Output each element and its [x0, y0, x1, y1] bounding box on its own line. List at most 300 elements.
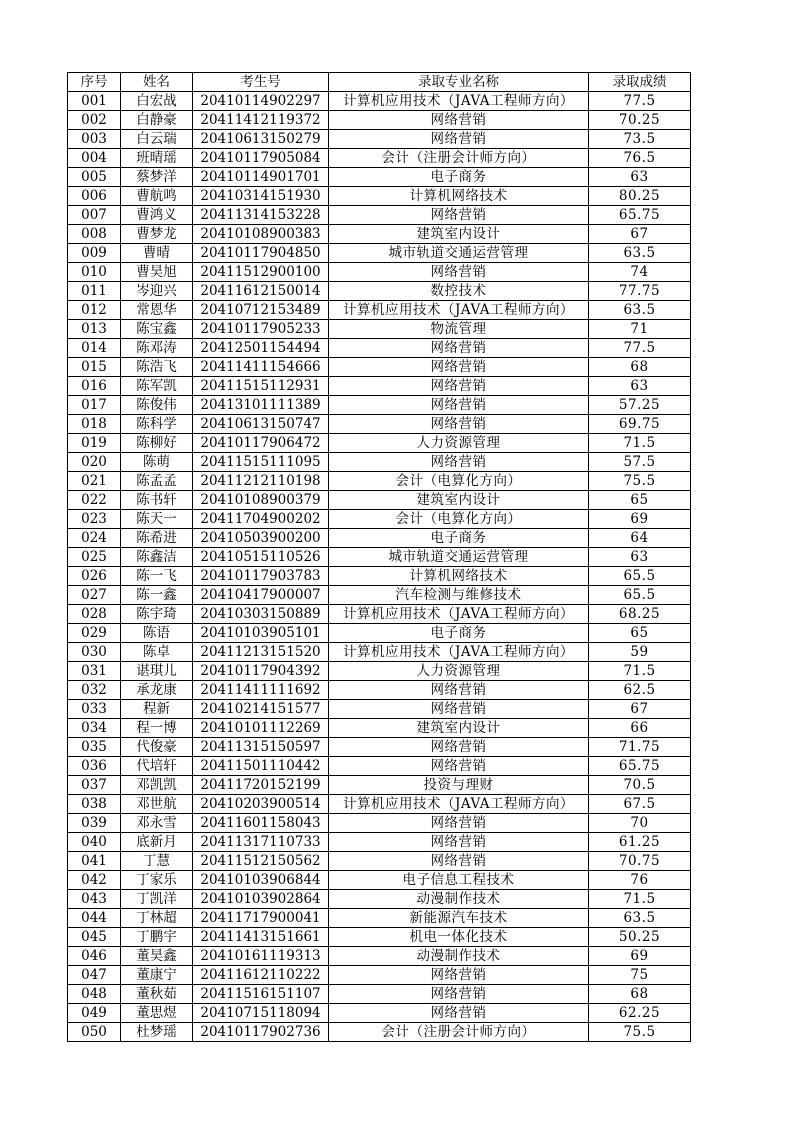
- admission-results-table: [67, 72, 691, 1042]
- cell-score: 73.5: [589, 130, 691, 149]
- table-row: [68, 472, 691, 491]
- cell-major: 网络营销: [329, 833, 589, 852]
- cell-seq: 003: [68, 130, 121, 149]
- cell-name: 丁家乐: [121, 871, 193, 890]
- cell-seq: 029: [68, 624, 121, 643]
- cell-exam-number: 20410117905084: [193, 149, 329, 168]
- cell-major: 电子信息工程技术: [329, 871, 589, 890]
- cell-score: 71.5: [589, 434, 691, 453]
- cell-exam-number: 20410117906472: [193, 434, 329, 453]
- cell-score: 63.5: [589, 909, 691, 928]
- cell-seq: 047: [68, 966, 121, 985]
- cell-major: 会计（注册会计师方向）: [329, 149, 589, 168]
- cell-score: 64: [589, 529, 691, 548]
- table-row: [68, 1004, 691, 1023]
- cell-exam-number: 20410515110526: [193, 548, 329, 567]
- cell-score: 68.25: [589, 605, 691, 624]
- cell-name: 丁林超: [121, 909, 193, 928]
- cell-major: 网络营销: [329, 111, 589, 130]
- cell-exam-number: 20411315150597: [193, 738, 329, 757]
- cell-major: 会计（电算化方向）: [329, 472, 589, 491]
- cell-seq: 027: [68, 586, 121, 605]
- cell-seq: 010: [68, 263, 121, 282]
- cell-major: 网络营销: [329, 681, 589, 700]
- cell-score: 63.5: [589, 301, 691, 320]
- cell-score: 76: [589, 871, 691, 890]
- cell-exam-number: 20411704900202: [193, 510, 329, 529]
- cell-seq: 031: [68, 662, 121, 681]
- cell-score: 69: [589, 510, 691, 529]
- header-name: 姓名: [121, 73, 193, 92]
- cell-name: 曹航鸣: [121, 187, 193, 206]
- cell-major: 电子商务: [329, 624, 589, 643]
- table-row: [68, 377, 691, 396]
- cell-major: 计算机应用技术（JAVA工程师方向）: [329, 301, 589, 320]
- cell-exam-number: 20411516151107: [193, 985, 329, 1004]
- cell-major: 计算机应用技术（JAVA工程师方向）: [329, 643, 589, 662]
- cell-name: 陈宝鑫: [121, 320, 193, 339]
- cell-seq: 036: [68, 757, 121, 776]
- cell-exam-number: 20410108900379: [193, 491, 329, 510]
- cell-exam-number: 20410103902864: [193, 890, 329, 909]
- cell-exam-number: 20411612150014: [193, 282, 329, 301]
- table-row: [68, 586, 691, 605]
- cell-exam-number: 20411411154666: [193, 358, 329, 377]
- cell-score: 80.25: [589, 187, 691, 206]
- cell-name: 底新月: [121, 833, 193, 852]
- cell-seq: 033: [68, 700, 121, 719]
- cell-exam-number: 20410117905233: [193, 320, 329, 339]
- table-row: [68, 814, 691, 833]
- cell-name: 陈卓: [121, 643, 193, 662]
- cell-name: 杜梦瑶: [121, 1023, 193, 1042]
- cell-score: 62.5: [589, 681, 691, 700]
- cell-seq: 006: [68, 187, 121, 206]
- table-row: [68, 719, 691, 738]
- cell-seq: 024: [68, 529, 121, 548]
- cell-name: 陈柳好: [121, 434, 193, 453]
- cell-score: 70.75: [589, 852, 691, 871]
- cell-exam-number: 20410161119313: [193, 947, 329, 966]
- cell-major: 物流管理: [329, 320, 589, 339]
- cell-seq: 019: [68, 434, 121, 453]
- cell-name: 承龙康: [121, 681, 193, 700]
- table-row: [68, 947, 691, 966]
- cell-exam-number: 20410117904392: [193, 662, 329, 681]
- cell-major: 计算机应用技术（JAVA工程师方向）: [329, 795, 589, 814]
- cell-exam-number: 20410103905101: [193, 624, 329, 643]
- cell-major: 计算机应用技术（JAVA工程师方向）: [329, 605, 589, 624]
- cell-name: 陈语: [121, 624, 193, 643]
- cell-seq: 023: [68, 510, 121, 529]
- cell-major: 建筑室内设计: [329, 225, 589, 244]
- cell-major: 网络营销: [329, 966, 589, 985]
- cell-score: 65: [589, 624, 691, 643]
- cell-score: 67: [589, 225, 691, 244]
- cell-name: 邓凯凯: [121, 776, 193, 795]
- cell-major: 网络营销: [329, 1004, 589, 1023]
- cell-exam-number: 20411411111692: [193, 681, 329, 700]
- cell-name: 班晴瑶: [121, 149, 193, 168]
- cell-score: 63: [589, 548, 691, 567]
- cell-major: 网络营销: [329, 757, 589, 776]
- cell-exam-number: 20410114902297: [193, 92, 329, 111]
- table-row: [68, 415, 691, 434]
- cell-exam-number: 20411512900100: [193, 263, 329, 282]
- cell-major: 电子商务: [329, 168, 589, 187]
- cell-seq: 041: [68, 852, 121, 871]
- table-row: [68, 776, 691, 795]
- cell-seq: 025: [68, 548, 121, 567]
- cell-score: 74: [589, 263, 691, 282]
- cell-name: 程一博: [121, 719, 193, 738]
- cell-name: 陈鑫洁: [121, 548, 193, 567]
- cell-exam-number: 20410203900514: [193, 795, 329, 814]
- cell-major: 会计（电算化方向）: [329, 510, 589, 529]
- table-row: [68, 320, 691, 339]
- table-row: [68, 130, 691, 149]
- cell-name: 代俊豪: [121, 738, 193, 757]
- cell-name: 陈宇琦: [121, 605, 193, 624]
- table-row: [68, 681, 691, 700]
- cell-score: 63: [589, 168, 691, 187]
- table-row: [68, 833, 691, 852]
- cell-score: 69: [589, 947, 691, 966]
- cell-score: 50.25: [589, 928, 691, 947]
- cell-score: 68: [589, 358, 691, 377]
- cell-score: 71.5: [589, 662, 691, 681]
- table-row: [68, 624, 691, 643]
- cell-major: 计算机网络技术: [329, 187, 589, 206]
- cell-exam-number: 20411213151520: [193, 643, 329, 662]
- cell-score: 68: [589, 985, 691, 1004]
- cell-major: 动漫制作技术: [329, 947, 589, 966]
- cell-name: 白静豪: [121, 111, 193, 130]
- cell-seq: 008: [68, 225, 121, 244]
- cell-name: 邓永雪: [121, 814, 193, 833]
- cell-name: 董秋茹: [121, 985, 193, 1004]
- cell-score: 65.5: [589, 567, 691, 586]
- cell-score: 75: [589, 966, 691, 985]
- cell-seq: 028: [68, 605, 121, 624]
- cell-seq: 009: [68, 244, 121, 263]
- cell-name: 白宏战: [121, 92, 193, 111]
- table-row: [68, 301, 691, 320]
- table-row: [68, 643, 691, 662]
- cell-seq: 005: [68, 168, 121, 187]
- cell-major: 网络营销: [329, 130, 589, 149]
- cell-score: 63.5: [589, 244, 691, 263]
- table-row: [68, 434, 691, 453]
- cell-name: 董思煜: [121, 1004, 193, 1023]
- cell-seq: 021: [68, 472, 121, 491]
- cell-major: 建筑室内设计: [329, 491, 589, 510]
- cell-score: 75.5: [589, 472, 691, 491]
- cell-major: 计算机应用技术（JAVA工程师方向）: [329, 92, 589, 111]
- table-row: [68, 1023, 691, 1042]
- cell-seq: 001: [68, 92, 121, 111]
- cell-score: 77.75: [589, 282, 691, 301]
- cell-exam-number: 20411412119372: [193, 111, 329, 130]
- cell-major: 网络营销: [329, 814, 589, 833]
- cell-score: 57.25: [589, 396, 691, 415]
- table-row: [68, 662, 691, 681]
- cell-name: 岑迎兴: [121, 282, 193, 301]
- cell-seq: 034: [68, 719, 121, 738]
- cell-exam-number: 20410117902736: [193, 1023, 329, 1042]
- cell-seq: 050: [68, 1023, 121, 1042]
- cell-score: 65.75: [589, 206, 691, 225]
- cell-exam-number: 20411512150562: [193, 852, 329, 871]
- cell-seq: 039: [68, 814, 121, 833]
- table-row: [68, 149, 691, 168]
- cell-score: 70.25: [589, 111, 691, 130]
- cell-name: 丁慧: [121, 852, 193, 871]
- cell-name: 陈军凯: [121, 377, 193, 396]
- cell-score: 61.25: [589, 833, 691, 852]
- cell-name: 谌琪儿: [121, 662, 193, 681]
- cell-score: 71: [589, 320, 691, 339]
- cell-exam-number: 20411717900041: [193, 909, 329, 928]
- cell-score: 65: [589, 491, 691, 510]
- cell-seq: 045: [68, 928, 121, 947]
- cell-seq: 012: [68, 301, 121, 320]
- table-body: [68, 92, 691, 1042]
- table-row: [68, 358, 691, 377]
- cell-seq: 049: [68, 1004, 121, 1023]
- cell-exam-number: 20410613150747: [193, 415, 329, 434]
- cell-exam-number: 20410114901701: [193, 168, 329, 187]
- cell-seq: 020: [68, 453, 121, 472]
- cell-name: 常恩华: [121, 301, 193, 320]
- cell-name: 代培轩: [121, 757, 193, 776]
- table-row: [68, 928, 691, 947]
- cell-exam-number: 20413101111389: [193, 396, 329, 415]
- table-row: [68, 168, 691, 187]
- table-row: [68, 206, 691, 225]
- cell-score: 66: [589, 719, 691, 738]
- cell-name: 陈一飞: [121, 567, 193, 586]
- cell-major: 网络营销: [329, 396, 589, 415]
- cell-name: 董康宁: [121, 966, 193, 985]
- cell-score: 71.5: [589, 890, 691, 909]
- table-row: [68, 567, 691, 586]
- cell-name: 陈希进: [121, 529, 193, 548]
- cell-score: 77.5: [589, 92, 691, 111]
- cell-major: 网络营销: [329, 377, 589, 396]
- cell-major: 网络营销: [329, 206, 589, 225]
- table-row: [68, 92, 691, 111]
- cell-name: 陈浩飞: [121, 358, 193, 377]
- table-row: [68, 339, 691, 358]
- cell-exam-number: 20410613150279: [193, 130, 329, 149]
- cell-major: 新能源汽车技术: [329, 909, 589, 928]
- cell-name: 曹鸿义: [121, 206, 193, 225]
- cell-score: 62.25: [589, 1004, 691, 1023]
- cell-exam-number: 20411212110198: [193, 472, 329, 491]
- table-row: [68, 795, 691, 814]
- cell-seq: 013: [68, 320, 121, 339]
- cell-major: 网络营销: [329, 738, 589, 757]
- cell-seq: 048: [68, 985, 121, 1004]
- cell-score: 70: [589, 814, 691, 833]
- cell-major: 网络营销: [329, 985, 589, 1004]
- cell-name: 陈孟孟: [121, 472, 193, 491]
- table-row: [68, 871, 691, 890]
- cell-major: 电子商务: [329, 529, 589, 548]
- cell-name: 陈天一: [121, 510, 193, 529]
- cell-major: 网络营销: [329, 852, 589, 871]
- cell-exam-number: 20410103906844: [193, 871, 329, 890]
- cell-exam-number: 20411314153228: [193, 206, 329, 225]
- cell-seq: 017: [68, 396, 121, 415]
- table-row: [68, 187, 691, 206]
- cell-exam-number: 20410303150889: [193, 605, 329, 624]
- cell-score: 76.5: [589, 149, 691, 168]
- cell-score: 63: [589, 377, 691, 396]
- cell-seq: 030: [68, 643, 121, 662]
- header-score: 录取成绩: [589, 73, 691, 92]
- cell-exam-number: 20410417900007: [193, 586, 329, 605]
- cell-name: 陈一鑫: [121, 586, 193, 605]
- cell-seq: 035: [68, 738, 121, 757]
- table-row: [68, 985, 691, 1004]
- cell-name: 陈萌: [121, 453, 193, 472]
- cell-major: 动漫制作技术: [329, 890, 589, 909]
- cell-name: 陈科学: [121, 415, 193, 434]
- cell-score: 71.75: [589, 738, 691, 757]
- cell-score: 65.5: [589, 586, 691, 605]
- table-row: [68, 396, 691, 415]
- cell-major: 网络营销: [329, 339, 589, 358]
- cell-major: 机电一体化技术: [329, 928, 589, 947]
- cell-exam-number: 20411317110733: [193, 833, 329, 852]
- cell-seq: 011: [68, 282, 121, 301]
- cell-seq: 042: [68, 871, 121, 890]
- table-row: [68, 225, 691, 244]
- cell-major: 网络营销: [329, 358, 589, 377]
- table-row: [68, 605, 691, 624]
- cell-seq: 032: [68, 681, 121, 700]
- cell-major: 网络营销: [329, 415, 589, 434]
- cell-seq: 026: [68, 567, 121, 586]
- table-row: [68, 282, 691, 301]
- cell-major: 数控技术: [329, 282, 589, 301]
- cell-seq: 038: [68, 795, 121, 814]
- table-row: [68, 453, 691, 472]
- cell-seq: 016: [68, 377, 121, 396]
- cell-exam-number: 20412501154494: [193, 339, 329, 358]
- cell-exam-number: 20410715118094: [193, 1004, 329, 1023]
- cell-exam-number: 20411515111095: [193, 453, 329, 472]
- cell-seq: 044: [68, 909, 121, 928]
- cell-name: 丁凯洋: [121, 890, 193, 909]
- cell-major: 网络营销: [329, 263, 589, 282]
- table-row: [68, 548, 691, 567]
- cell-name: 曹梦龙: [121, 225, 193, 244]
- cell-exam-number: 20411413151661: [193, 928, 329, 947]
- table-row: [68, 890, 691, 909]
- cell-score: 67.5: [589, 795, 691, 814]
- cell-score: 75.5: [589, 1023, 691, 1042]
- table-row: [68, 757, 691, 776]
- header-exam-number: 考生号: [193, 73, 329, 92]
- cell-seq: 046: [68, 947, 121, 966]
- cell-name: 邓世航: [121, 795, 193, 814]
- cell-exam-number: 20410101112269: [193, 719, 329, 738]
- cell-name: 陈书轩: [121, 491, 193, 510]
- cell-major: 计算机网络技术: [329, 567, 589, 586]
- cell-name: 陈邓涛: [121, 339, 193, 358]
- cell-major: 会计（注册会计师方向）: [329, 1023, 589, 1042]
- cell-score: 69.75: [589, 415, 691, 434]
- table-row: [68, 491, 691, 510]
- cell-name: 陈俊伟: [121, 396, 193, 415]
- cell-seq: 018: [68, 415, 121, 434]
- cell-exam-number: 20410214151577: [193, 700, 329, 719]
- cell-exam-number: 20411501110442: [193, 757, 329, 776]
- table-row: [68, 700, 691, 719]
- cell-seq: 022: [68, 491, 121, 510]
- cell-score: 77.5: [589, 339, 691, 358]
- cell-major: 建筑室内设计: [329, 719, 589, 738]
- cell-name: 曹晴: [121, 244, 193, 263]
- table-row: [68, 966, 691, 985]
- cell-score: 57.5: [589, 453, 691, 472]
- cell-major: 人力资源管理: [329, 434, 589, 453]
- cell-exam-number: 20410503900200: [193, 529, 329, 548]
- cell-name: 蔡梦洋: [121, 168, 193, 187]
- cell-seq: 004: [68, 149, 121, 168]
- cell-exam-number: 20411515112931: [193, 377, 329, 396]
- cell-score: 65.75: [589, 757, 691, 776]
- cell-name: 白云瑞: [121, 130, 193, 149]
- cell-seq: 015: [68, 358, 121, 377]
- cell-exam-number: 20410108900383: [193, 225, 329, 244]
- cell-name: 程新: [121, 700, 193, 719]
- cell-name: 丁鹏宇: [121, 928, 193, 947]
- cell-name: 曹昊旭: [121, 263, 193, 282]
- cell-score: 70.5: [589, 776, 691, 795]
- cell-exam-number: 20411601158043: [193, 814, 329, 833]
- cell-exam-number: 20411720152199: [193, 776, 329, 795]
- cell-name: 董昊鑫: [121, 947, 193, 966]
- cell-exam-number: 20411612110222: [193, 966, 329, 985]
- cell-score: 67: [589, 700, 691, 719]
- table-row: [68, 263, 691, 282]
- cell-exam-number: 20410117903783: [193, 567, 329, 586]
- cell-major: 网络营销: [329, 700, 589, 719]
- table-row: [68, 909, 691, 928]
- cell-seq: 007: [68, 206, 121, 225]
- cell-seq: 002: [68, 111, 121, 130]
- cell-major: 人力资源管理: [329, 662, 589, 681]
- cell-exam-number: 20410314151930: [193, 187, 329, 206]
- table-row: [68, 852, 691, 871]
- header-row: [68, 73, 691, 92]
- cell-seq: 037: [68, 776, 121, 795]
- cell-major: 城市轨道交通运营管理: [329, 244, 589, 263]
- cell-exam-number: 20410712153489: [193, 301, 329, 320]
- header-seq: 序号: [68, 73, 121, 92]
- cell-major: 城市轨道交通运营管理: [329, 548, 589, 567]
- cell-major: 汽车检测与维修技术: [329, 586, 589, 605]
- table-row: [68, 529, 691, 548]
- cell-seq: 040: [68, 833, 121, 852]
- cell-exam-number: 20410117904850: [193, 244, 329, 263]
- table-row: [68, 244, 691, 263]
- cell-major: 网络营销: [329, 453, 589, 472]
